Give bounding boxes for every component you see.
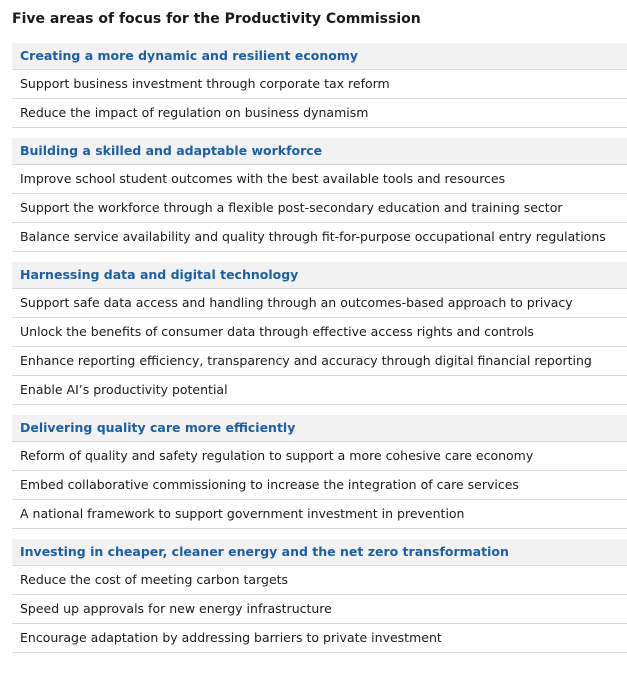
section-heading: Building a skilled and adaptable workforce (12, 138, 627, 165)
section-data-digital (12, 262, 627, 405)
list-item: Unlock the benefits of consumer data through effective access rights and controls (12, 318, 627, 347)
list-item: Embed collaborative commissioning to increase the integration of care services (12, 471, 627, 500)
list-item: Reduce the impact of regulation on business dynamism (12, 99, 627, 128)
section-quality-care (12, 415, 627, 529)
list-item: Enable AI’s productivity potential (12, 376, 627, 405)
page-title: Five areas of focus for the Productivity Commission (12, 11, 421, 27)
section-heading: Delivering quality care more efficiently (12, 415, 627, 442)
section-dynamic-economy (12, 43, 627, 128)
section-skilled-workforce (12, 138, 627, 252)
list-item: Speed up approvals for new energy infrastructure (12, 595, 627, 624)
list-item: Improve school student outcomes with the best available tools and resources (12, 165, 627, 194)
list-item: Support business investment through corporate tax reform (12, 70, 627, 99)
section-heading: Creating a more dynamic and resilient economy (12, 43, 627, 70)
section-clean-energy (12, 539, 627, 653)
list-item: A national framework to support government investment in prevention (12, 500, 627, 529)
list-item: Balance service availability and quality through fit-for-purpose occupational entry regulations (12, 223, 627, 252)
list-item: Support the workforce through a flexible post-secondary education and training sector (12, 194, 627, 223)
list-item: Reduce the cost of meeting carbon targets (12, 566, 627, 595)
section-heading: Investing in cheaper, cleaner energy and the net zero transformation (12, 539, 627, 566)
list-item: Support safe data access and handling through an outcomes-based approach to privacy (12, 289, 627, 318)
section-heading: Harnessing data and digital technology (12, 262, 627, 289)
list-item: Encourage adaptation by addressing barriers to private investment (12, 624, 627, 653)
list-item: Reform of quality and safety regulation to support a more cohesive care economy (12, 442, 627, 471)
list-item: Enhance reporting efficiency, transparency and accuracy through digital financial reporting (12, 347, 627, 376)
